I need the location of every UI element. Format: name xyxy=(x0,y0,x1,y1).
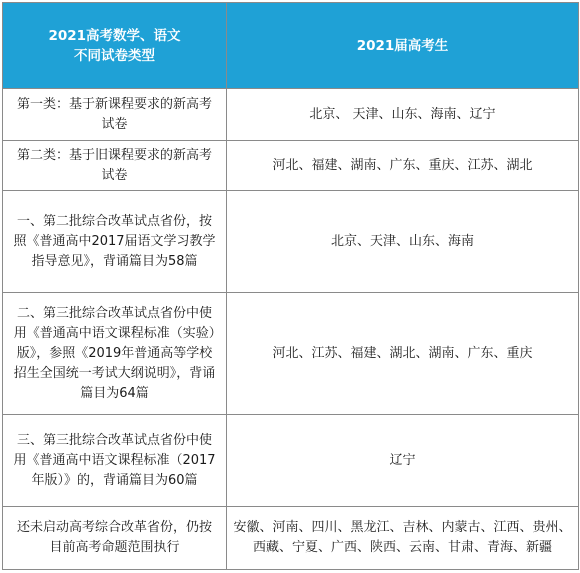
header-candidates xyxy=(227,3,579,89)
header-exam-type xyxy=(3,3,227,89)
regions-cell xyxy=(227,507,579,570)
regions-cell xyxy=(227,141,579,191)
exam-type-cell xyxy=(3,191,227,293)
exam-type-text: 二、第三批综合改革试点省份中使用《普通高中语文课程标准（实验）版》，参照《2019年普通高等学校招生全国统一考试大纲说明》，背诵篇目为64篇 xyxy=(13,305,216,401)
exam-type-cell xyxy=(3,293,227,415)
exam-type-text: 三、第三批综合改革试点省份中使用《普通高中语文课程标准（2017年版）》的，背诵篇目为60篇 xyxy=(13,432,216,488)
regions-text: 北京、天津、山东、海南 xyxy=(330,233,474,249)
table-row xyxy=(3,507,579,570)
regions-cell xyxy=(227,191,579,293)
exam-type-text: 第二类：基于旧课程要求的新高考试卷 xyxy=(16,147,212,183)
exam-type-text: 还未启动高考综合改革省份，仍按目前高考命题范围执行 xyxy=(16,520,212,555)
exam-type-text: 第一类：基于新课程要求的新高考试卷 xyxy=(16,96,212,132)
exam-type-cell xyxy=(3,507,227,570)
regions-cell xyxy=(227,89,579,141)
table-header-row xyxy=(3,3,579,89)
table-row xyxy=(3,89,579,141)
regions-cell xyxy=(227,293,579,415)
regions-text: 河北、福建、湖南、广东、重庆、江苏、湖北 xyxy=(272,157,533,173)
table-row xyxy=(3,141,579,191)
header-candidates-label: 2021届高考生 xyxy=(356,37,449,54)
regions-text: 安徽、河南、四川、黑龙江、吉林、内蒙古、江西、贵州、西藏、宁夏、广西、陕西、云南、甘肃、青海、新疆 xyxy=(233,520,572,555)
table-row xyxy=(3,191,579,293)
exam-type-cell xyxy=(3,415,227,507)
table-row xyxy=(3,415,579,507)
exam-type-table xyxy=(2,2,579,570)
regions-text: 辽宁 xyxy=(389,452,416,468)
regions-text: 北京、 天津、山东、海南、辽宁 xyxy=(309,106,496,122)
regions-cell xyxy=(227,415,579,507)
header-exam-type-label: 2021高考数学、语文 不同试卷类型 xyxy=(48,27,181,64)
regions-text: 河北、江苏、福建、湖北、湖南、广东、重庆 xyxy=(272,345,533,361)
exam-type-text: 一、第二批综合改革试点省份，按照《普通高中2017届语文学习教学指导意见》，背诵篇目为58篇 xyxy=(13,213,216,269)
exam-type-cell xyxy=(3,89,227,141)
exam-type-cell xyxy=(3,141,227,191)
table-row xyxy=(3,293,579,415)
